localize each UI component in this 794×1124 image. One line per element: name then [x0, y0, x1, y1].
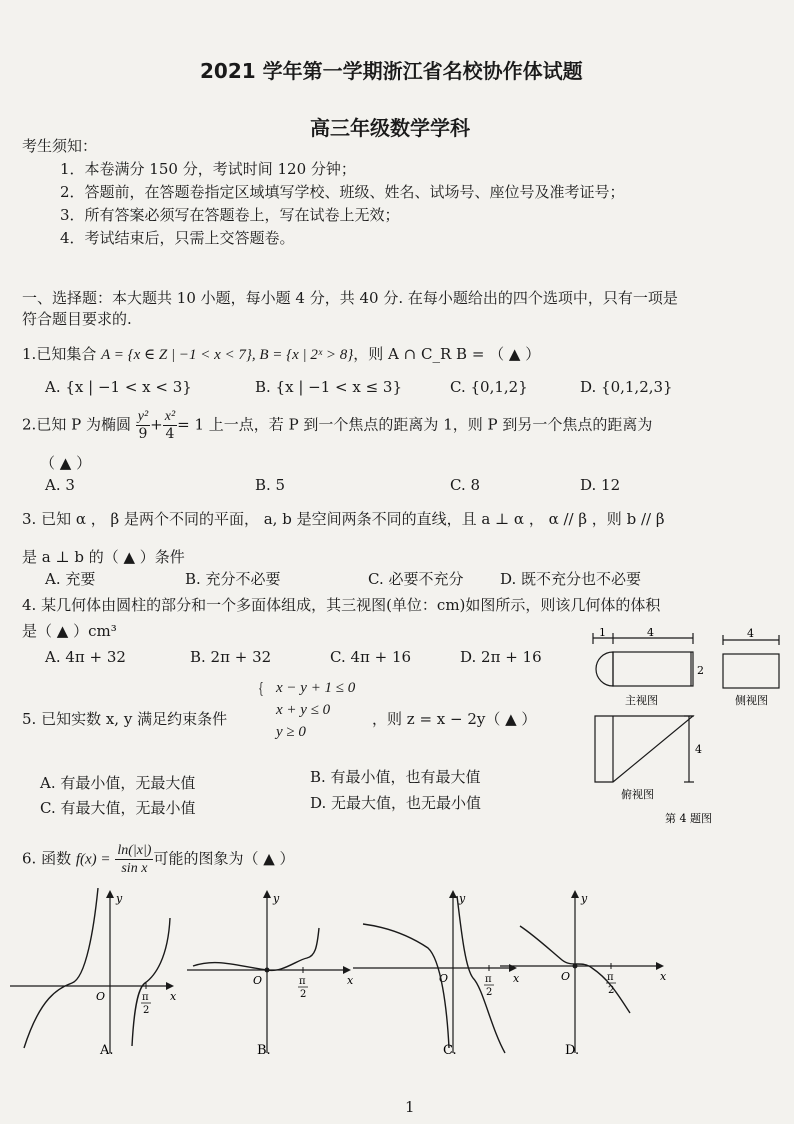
question-1: [22, 343, 540, 364]
q5-constraint-system: [258, 677, 368, 753]
q1-option-c: C. {0,1,2}: [450, 378, 528, 396]
pi-label: π: [142, 992, 149, 1003]
top-view-label: 俯视图: [621, 788, 654, 801]
question-4: 4. 某几何体由圆柱的部分和一个多面体组成，其三视图(单位：cm)如图所示，则该几何体的体积: [22, 596, 661, 614]
q3-option-a: A. 充要: [45, 570, 96, 588]
section-heading: 一、选择题：本大题共 10 小题，每小题 4 分，共 40 分. 在每小题给出的四个选项中，只有一项是: [22, 289, 678, 307]
graph-label: A.: [100, 1043, 114, 1058]
q2-option-c: C. 8: [450, 476, 481, 494]
q6-graph-a: [10, 888, 180, 1058]
q1-pre: 已知集合: [36, 345, 102, 363]
curve-branch-2: [457, 896, 505, 1053]
q3-option-c: C. 必要不充分: [368, 570, 464, 588]
section-heading-line2: 符合题目要求的.: [22, 310, 132, 328]
pi-label: π: [299, 976, 306, 987]
q6-pre: 6. 函数: [22, 849, 76, 868]
y-axis-label: y: [459, 892, 466, 905]
question-5-pre: 5. 已知实数 x, y 满足约束条件: [22, 710, 228, 728]
q4-option-b: B. 2π + 32: [190, 648, 272, 666]
notice-item-3: 3．所有答案必须写在答题卷上，写在试卷上无效；: [60, 206, 400, 224]
q4-option-c: C. 4π + 16: [330, 648, 412, 666]
y-axis-arrow: [106, 890, 114, 898]
curve-branch-1: [363, 924, 449, 1048]
q5-option-a: A. 有最小值，无最大值: [40, 774, 196, 792]
side-view-rect: [723, 654, 779, 688]
pi-label: π: [607, 972, 614, 983]
front-view-rect: [613, 652, 693, 686]
page-number: 1: [405, 1098, 415, 1116]
dim-label-side-4: 4: [747, 628, 754, 640]
q5-option-c: C. 有最大值，无最小值: [40, 799, 196, 817]
two-label: 2: [486, 987, 493, 998]
q1-ask: ，则 A ∩ C_R B = （ ▲ ）: [353, 345, 541, 363]
graph-label: D.: [565, 1043, 580, 1058]
q5-brace: {: [258, 679, 264, 697]
two-label: 2: [300, 989, 307, 1000]
origin-label: O: [253, 974, 263, 987]
q2-fraction-y: $\frac{\text{y²}}{9}$: [137, 409, 149, 442]
q1-set-a: A = {x ∈ Z | −1 < x < 7}: [101, 347, 252, 363]
x-axis-arrow: [166, 982, 174, 990]
x-axis-arrow: [656, 962, 664, 970]
graph-label: B.: [257, 1043, 271, 1058]
origin-dot: [573, 964, 578, 969]
q5-option-d: D. 无最大值，也无最小值: [310, 794, 482, 812]
dim-label-4: 4: [647, 628, 654, 639]
q4-option-d: D. 2π + 16: [460, 648, 542, 666]
q4-three-view-figure: [585, 628, 785, 828]
graph-label: C.: [443, 1043, 457, 1058]
curve-branch-1: [193, 928, 319, 970]
q2-option-d: D. 12: [580, 476, 621, 494]
notice-item-4: 4．考试结束后，只需上交答题卷。: [60, 229, 295, 247]
origin-dot: [265, 968, 270, 973]
q3-option-b: B. 充分不必要: [185, 570, 281, 588]
q2-plus: +: [150, 415, 163, 434]
q6-fraction: $\frac{\ln(|x|)}{\text{sin x}}$: [117, 843, 152, 876]
y-axis-label: y: [581, 892, 588, 905]
q1-option-b: B. {x | −1 < x ≤ 3}: [255, 378, 403, 396]
exam-subtitle: 高三年级数学学科: [310, 116, 470, 140]
question-3-line2: 是 a ⊥ b 的（ ▲ ）条件: [22, 548, 185, 566]
x-axis-label: x: [347, 974, 354, 987]
q2-option-a: A. 3: [45, 476, 75, 494]
q3-option-d: D. 既不充分也不必要: [500, 570, 642, 588]
question-6: [22, 842, 295, 877]
q5-constraint-3: y ≥ 0: [276, 724, 306, 740]
x-axis-label: x: [170, 990, 177, 1003]
figure-caption: 第 4 题图: [665, 812, 712, 825]
front-view-semicircle: [596, 652, 613, 686]
q6-fx: f(x) =: [75, 851, 111, 868]
y-axis-arrow: [571, 890, 579, 898]
q2-fraction-x: $\frac{\text{x²}}{4}$: [164, 409, 176, 442]
notice-heading: 考生须知：: [22, 137, 98, 155]
y-axis-arrow: [263, 890, 271, 898]
question-4-line2: 是（ ▲ ）cm³: [22, 622, 117, 640]
q2-option-b: B. 5: [255, 476, 286, 494]
curve-branch-1: [24, 888, 98, 1048]
pi-label: π: [485, 974, 492, 985]
curve-branch-2: [132, 918, 170, 1046]
question-5-post: ，则 z = x − 2y（ ▲ ）: [372, 710, 537, 728]
q5-option-b: B. 有最小值，也有最大值: [310, 768, 481, 786]
origin-label: O: [439, 972, 449, 985]
front-view-label: 主视图: [625, 694, 658, 707]
side-view-label: 侧视图: [735, 694, 768, 707]
q5-constraint-2: x + y ≤ 0: [276, 702, 331, 718]
y-axis-label: y: [116, 892, 123, 905]
top-view-shape: [595, 716, 693, 782]
two-label: 2: [608, 985, 615, 996]
two-label: 2: [143, 1005, 150, 1016]
q1-set-b: , B = {x | 2ˣ > 8}: [251, 347, 354, 363]
x-axis-label: x: [660, 970, 667, 983]
q2-pre: 已知 P 为椭圆: [36, 415, 131, 434]
q2-number: 2.: [22, 415, 37, 434]
q1-option-d: D. {0,1,2,3}: [580, 378, 673, 396]
q5-constraint-1: x − y + 1 ≤ 0: [276, 680, 356, 696]
q6-graph-c: [353, 888, 523, 1058]
notice-item-2: 2．答题前，在答题卷指定区域填写学校、班级、姓名、试场号、座位号及准考证号；: [60, 183, 625, 201]
y-axis-arrow: [449, 890, 457, 898]
question-2: [22, 408, 652, 443]
dim-label-2: 2: [697, 664, 704, 677]
dim-label-1: 1: [599, 628, 606, 639]
question-3: 3. 已知 α ， β 是两个不同的平面， a, b 是空间两条不同的直线，且 a ⊥ α ， α // β ，则 b // β: [22, 510, 665, 528]
q2-post: = 1 上一点，若 P 到一个焦点的距离为 1，则 P 到另一个焦点的距离为: [177, 415, 653, 434]
origin-label: O: [561, 970, 571, 983]
exam-title: 2021 学年第一学期浙江省名校协作体试题: [200, 59, 583, 83]
y-axis-label: y: [273, 892, 280, 905]
q6-graph-b: [187, 888, 357, 1058]
q2-blank: （ ▲ ）: [40, 454, 92, 472]
q1-option-a: A. {x | −1 < x < 3}: [45, 378, 192, 396]
dim-label-top-4: 4: [695, 743, 702, 756]
q6-graph-d: [500, 888, 670, 1058]
x-axis-label: x: [513, 972, 520, 985]
q6-post: 可能的图象为（ ▲ ）: [153, 849, 295, 868]
q1-number: 1.: [22, 345, 37, 363]
x-axis-arrow: [343, 966, 351, 974]
origin-label: O: [96, 990, 106, 1003]
notice-item-1: 1．本卷满分 150 分，考试时间 120 分钟；: [60, 160, 356, 178]
q4-option-a: A. 4π + 32: [45, 648, 126, 666]
